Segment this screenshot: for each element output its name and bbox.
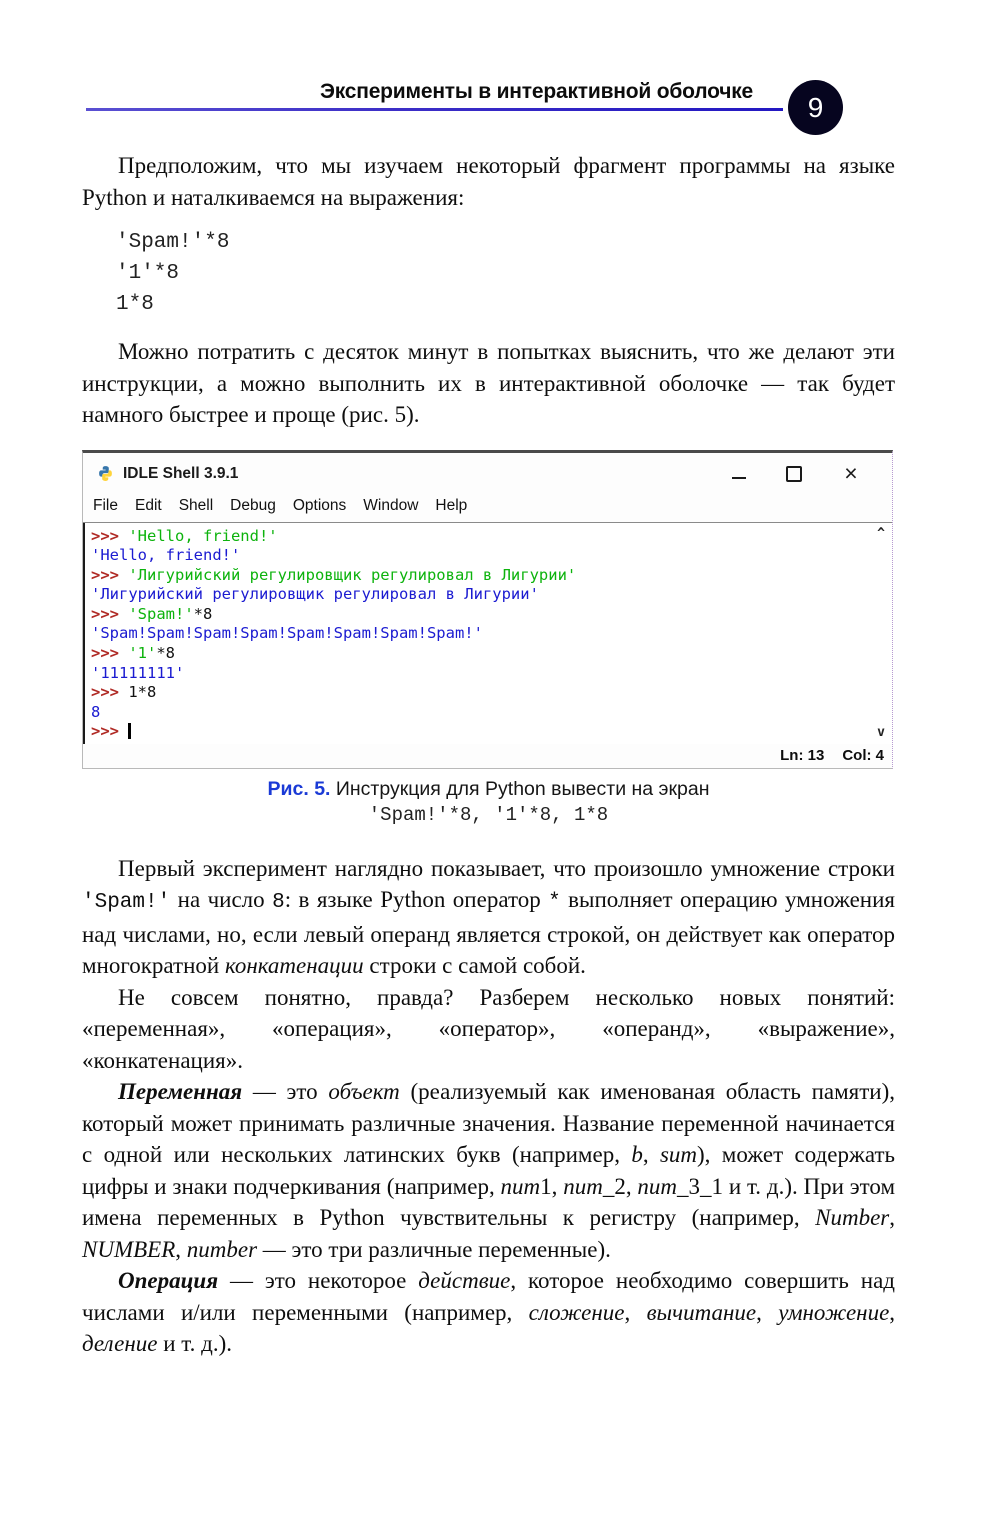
text-segment: конкатенации: [224, 953, 364, 978]
menu-bar: [83, 495, 892, 523]
status-bar: [83, 744, 892, 768]
text-segment: _3_1 и т. д.). При этом имена переменных в Python чувствительны к регистру (например,: [82, 1173, 896, 1230]
text-segment: num: [563, 1173, 603, 1199]
figure-caption: [82, 778, 895, 826]
paragraph-first-experiment: [82, 853, 895, 982]
text-segment: Операция: [118, 1268, 219, 1293]
figure-idle-window: [82, 450, 895, 826]
window-controls: [732, 460, 878, 486]
shell-code-text: 1*8: [128, 683, 157, 702]
caption-text: Инструкция для Python вывести на экран: [335, 777, 710, 800]
text-segment: b: [631, 1142, 643, 1167]
shell-line: [91, 703, 866, 723]
window-titlebar: [83, 453, 892, 495]
shell-line: [91, 585, 866, 605]
code-block: [116, 227, 895, 320]
status-col-indicator: Col: 4: [842, 747, 884, 764]
menu-item-options[interactable]: Options: [292, 496, 347, 514]
text-segment: ,: [889, 1205, 895, 1230]
text-segment: 1,: [540, 1173, 564, 1199]
code-line: 'Spam!'*8: [116, 231, 230, 254]
text-segment: Не совсем понятно, правда? Разберем несколько новых понятий: «переменная», «операция», «оператор», «операнд», «выражение», «конкатенация».: [82, 984, 895, 1073]
minimize-icon[interactable]: [732, 468, 746, 479]
text-segment: Number: [815, 1205, 890, 1230]
shell-out-text: 'Spam!Spam!Spam!Spam!Spam!Spam!Spam!Spam!': [91, 624, 483, 643]
shell-line: [91, 644, 866, 664]
text-segment: number: [186, 1236, 258, 1262]
text-segment: — это некоторое: [218, 1268, 419, 1293]
text-segment: _2,: [602, 1173, 638, 1199]
shell-out-text: 8: [91, 702, 101, 721]
code-line: 1*8: [116, 293, 154, 316]
shell-line: [91, 546, 866, 566]
shell-line: [91, 624, 866, 644]
shell-prompt-text: >>>: [91, 722, 129, 741]
menu-item-debug[interactable]: Debug: [230, 496, 276, 514]
text-segment: ,: [756, 1299, 779, 1325]
python-icon: [97, 465, 114, 482]
text-segment: : в языке Python оператор: [284, 887, 549, 912]
menu-item-file[interactable]: File: [93, 496, 118, 514]
paragraph-operation-definition: [82, 1265, 895, 1360]
text-segment: объект: [328, 1079, 400, 1104]
text-segment: NUMBER: [82, 1236, 176, 1262]
menu-item-edit[interactable]: Edit: [134, 496, 162, 514]
shell-str-text: 'Hello, friend!': [128, 526, 278, 545]
text-segment: строки с самой собой.: [363, 953, 586, 978]
text-segment: и т. д.).: [157, 1331, 232, 1356]
shell-output: [91, 527, 866, 743]
shell-code-text: *8: [193, 604, 213, 623]
shell-str-text: '1': [128, 644, 157, 663]
page-number-badge: [788, 80, 843, 135]
shell-line: [91, 722, 866, 742]
shell-code-text: *8: [156, 644, 175, 663]
paragraph-not-clear: [82, 982, 895, 1077]
text-segment: ,: [175, 1236, 187, 1262]
shell-prompt-text: >>>: [91, 565, 129, 584]
text-segment: Предположим, что мы изучаем некоторый фрагмент программы на языке Python и наталкиваемся на выражения:: [82, 153, 895, 210]
menu-item-window[interactable]: Window: [363, 496, 419, 514]
shell-prompt-text: >>>: [91, 526, 129, 545]
running-title: Эксперименты в интерактивной оболочке: [319, 80, 753, 103]
text-segment: Можно потратить с десяток минут в попытках выяснить, что же делают эти инструкции, а можно выполнить их в интерактивной оболочке — так будет намного быстрее и проще (рис. 5).: [82, 339, 895, 427]
shell-str-text: 'Spam!': [128, 604, 194, 623]
text-segment: *: [548, 891, 561, 914]
shell-text-area[interactable]: [83, 523, 892, 744]
text-segment: сложение: [528, 1299, 625, 1325]
idle-shell-window: [82, 450, 893, 769]
text-segment: (реализуемый как именованая область памяти), который может принимать различные значения. Название переменной начинается с одной или нескольких латинских букв (например,: [82, 1079, 896, 1167]
text-cursor: [128, 723, 131, 739]
text-segment: ,: [642, 1142, 660, 1167]
shell-line: [91, 664, 866, 684]
shell-out-text: 'Hello, friend!': [91, 546, 241, 565]
text-segment: sum: [659, 1142, 698, 1167]
shell-prompt-text: >>>: [91, 604, 129, 623]
close-icon[interactable]: ×: [844, 460, 858, 486]
text-segment: вычитание: [646, 1299, 757, 1325]
status-line-indicator: Ln: 13: [780, 747, 825, 764]
shell-line: [91, 566, 866, 586]
shell-line: [91, 605, 866, 625]
menu-item-help[interactable]: Help: [435, 496, 468, 514]
text-segment: num: [500, 1173, 541, 1199]
shell-line: [91, 527, 866, 547]
scroll-up-icon[interactable]: ^: [877, 525, 885, 541]
text-segment: на число: [170, 887, 273, 912]
text-segment: Первый эксперимент наглядно показывает, что произошло умножение строки: [118, 855, 895, 881]
caption-code: 'Spam!'*8, '1'*8, 1*8: [368, 803, 609, 826]
caption-line: [82, 778, 895, 801]
text-segment: деление: [82, 1331, 158, 1356]
maximize-icon[interactable]: [786, 466, 802, 482]
text-segment: ), может содержать цифры и знаки подчеркивания (например,: [82, 1142, 895, 1199]
text-segment: умножение: [778, 1299, 890, 1325]
window-title: IDLE Shell 3.9.1: [123, 464, 239, 482]
text-segment: — это три различные переменные).: [257, 1236, 611, 1262]
text-segment: ,: [889, 1299, 896, 1325]
paragraph-can-spend: [82, 336, 895, 431]
menu-item-shell[interactable]: Shell: [178, 496, 214, 514]
text-segment: — это: [242, 1079, 329, 1104]
header-rule: [86, 108, 783, 111]
shell-out-text: '11111111': [91, 663, 185, 682]
shell-prompt-text: >>>: [91, 644, 129, 663]
text-segment: выполняет операцию умножения над числами, но, если левый операнд является строкой, он действует как оператор многократной: [82, 887, 895, 978]
shell-prompt-text: >>>: [91, 683, 129, 702]
text-segment: действие: [418, 1268, 511, 1293]
text-segment: 'Spam!': [82, 891, 171, 914]
text-segment: , которое необходимо совершить над числами и/или переменными (например,: [82, 1268, 895, 1325]
text-segment: 8: [272, 891, 285, 914]
page-number: 9: [807, 91, 824, 123]
shell-str-text: 'Лигурийский регулировщик регулировал в Лигурии': [128, 565, 577, 584]
code-line: '1'*8: [116, 262, 180, 285]
scroll-down-icon[interactable]: v: [877, 724, 885, 740]
paragraph-variable-definition: [82, 1076, 895, 1265]
text-segment: ,: [624, 1299, 647, 1325]
shell-out-text: 'Лигурийский регулировщик регулировал в Лигурии': [91, 585, 539, 604]
caption-label: Рис. 5.: [267, 777, 331, 800]
paragraph-intro: [82, 150, 895, 213]
text-segment: num: [637, 1173, 678, 1199]
shell-line: [91, 683, 866, 703]
text-segment: Переменная: [118, 1079, 243, 1104]
page-header: [82, 0, 895, 138]
